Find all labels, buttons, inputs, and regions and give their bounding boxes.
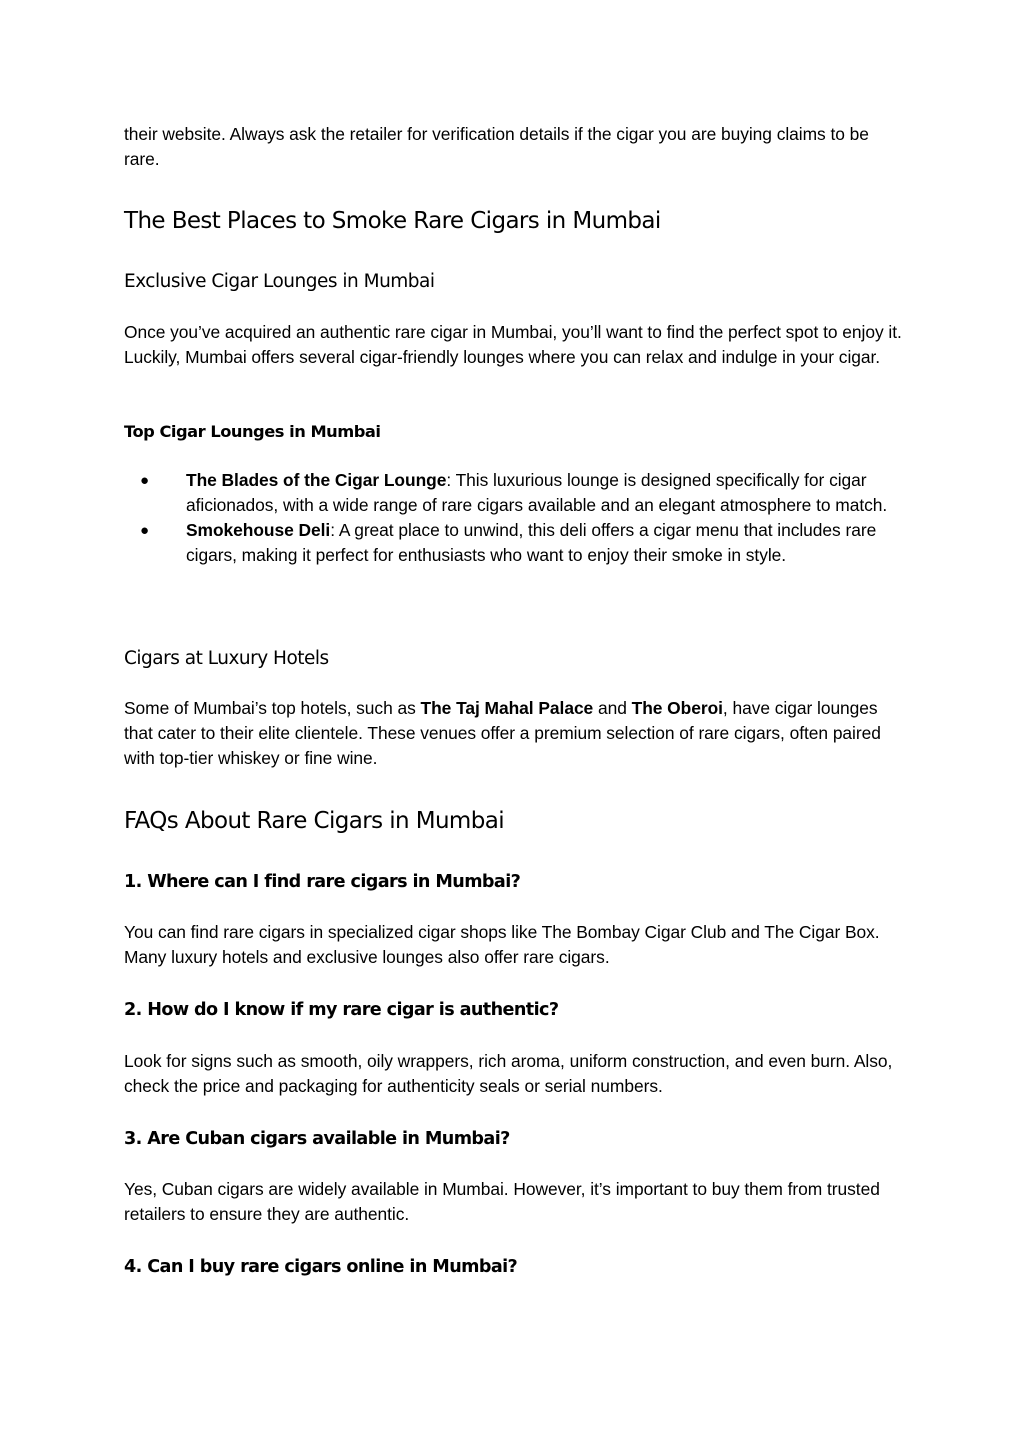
bullet-icon: ● bbox=[140, 522, 150, 539]
best-places-heading: The Best Places to Smoke Rare Cigars in Mumbai bbox=[124, 208, 661, 234]
list-item bbox=[124, 468, 904, 518]
hotels-text: Some of Mumbai’s top hotels, such as bbox=[124, 698, 421, 718]
faqs-heading: FAQs About Rare Cigars in Mumbai bbox=[124, 808, 505, 834]
faq-answer: Yes, Cuban cigars are widely available in Mumbai. However, it’s important to buy them from trusted retailers to ensure they are authentic. bbox=[124, 1179, 880, 1224]
top-lounges-heading: Top Cigar Lounges in Mumbai bbox=[124, 422, 381, 441]
exclusive-lounges-heading: Exclusive Cigar Lounges in Mumbai bbox=[124, 271, 435, 292]
hotel-name: The Taj Mahal Palace bbox=[420, 698, 594, 718]
faq-question: 2. How do I know if my rare cigar is authentic? bbox=[124, 1000, 559, 1020]
top-lounges-list bbox=[124, 468, 904, 568]
luxury-hotels-paragraph bbox=[124, 696, 904, 771]
lounge-description: : A great place to unwind, this deli offers a cigar menu that includes rare cigars, making it perfect for enthusiasts who want to enjoy their smoke in style. bbox=[186, 520, 877, 565]
intro-paragraph: their website. Always ask the retailer for verification details if the cigar you are buying claims to be rare. bbox=[124, 124, 869, 169]
faq-answer: Look for signs such as smooth, oily wrappers, rich aroma, uniform construction, and even burn. Also, check the price and packaging for authenticity seals or serial numbers. bbox=[124, 1051, 893, 1096]
hotels-text: , have cigar lounges that cater to their elite clientele. These venues offer a premium selection of rare cigars, often paired with top-tier whiskey or fine wine. bbox=[124, 698, 881, 768]
hotel-name: The Oberoi bbox=[631, 698, 723, 718]
lounge-name: Smokehouse Deli bbox=[186, 520, 331, 540]
lounge-name: The Blades of the Cigar Lounge bbox=[186, 470, 447, 490]
lounge-description: : This luxurious lounge is designed specifically for cigar aficionados, with a wide range of rare cigars available and an elegant atmosphere to match. bbox=[186, 470, 888, 515]
luxury-hotels-heading: Cigars at Luxury Hotels bbox=[124, 648, 329, 669]
faq-question: 3. Are Cuban cigars available in Mumbai? bbox=[124, 1129, 510, 1149]
list-item bbox=[124, 518, 904, 568]
faq-question: 4. Can I buy rare cigars online in Mumbai? bbox=[124, 1257, 518, 1277]
faq-answer: You can find rare cigars in specialized cigar shops like The Bombay Cigar Club and The Cigar Box. Many luxury hotels and exclusive lounges also offer rare cigars. bbox=[124, 922, 880, 967]
faq-question: 1. Where can I find rare cigars in Mumbai? bbox=[124, 872, 521, 892]
hotels-text: and bbox=[593, 698, 632, 718]
exclusive-lounges-paragraph: Once you’ve acquired an authentic rare cigar in Mumbai, you’ll want to find the perfect spot to enjoy it. Luckily, Mumbai offers several cigar-friendly lounges where you can relax and indulge in your cigar. bbox=[124, 322, 902, 367]
bullet-icon: ● bbox=[140, 472, 150, 489]
